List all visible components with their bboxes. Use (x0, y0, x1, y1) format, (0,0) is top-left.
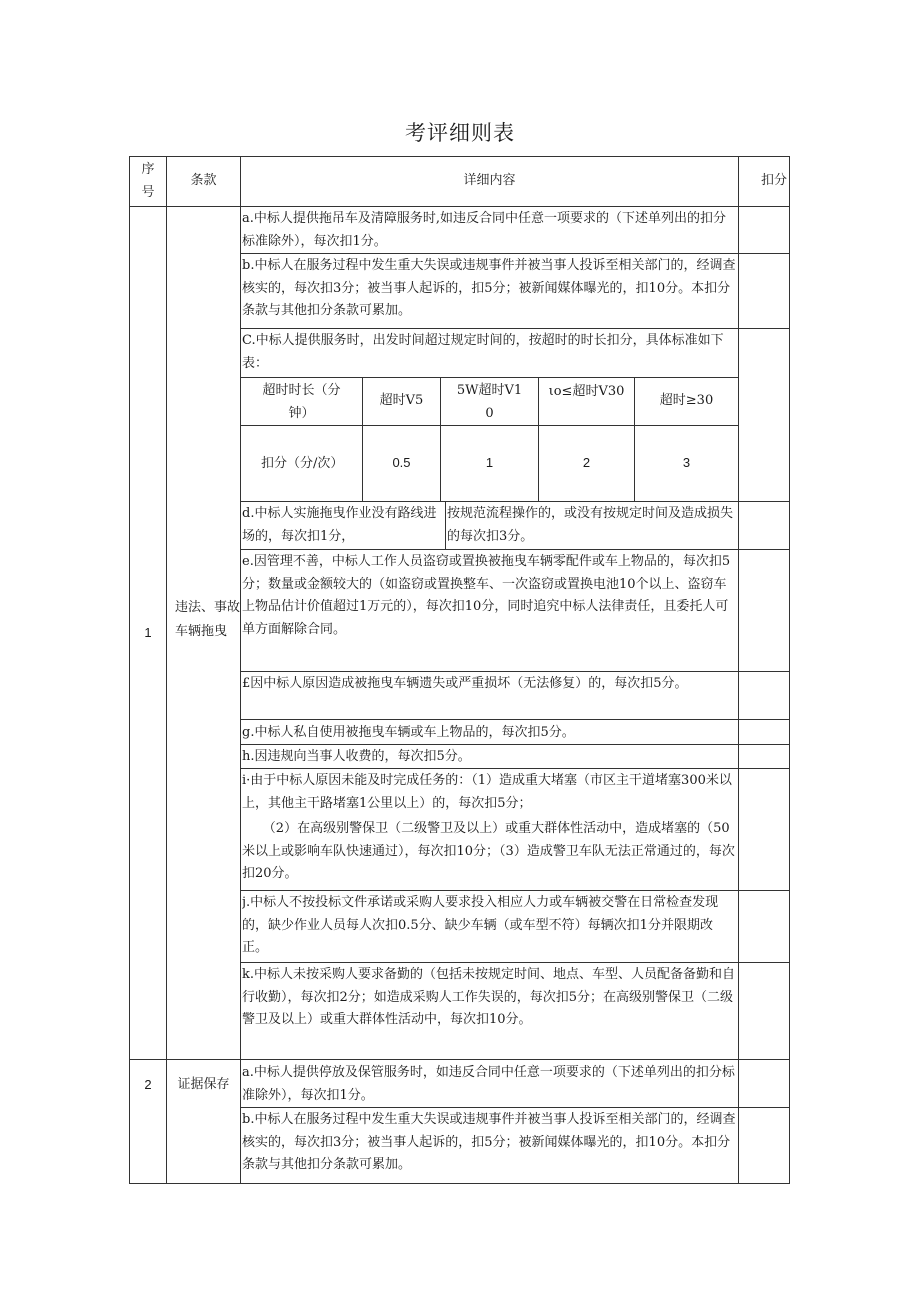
item-1c: C.中标人提供服务时，出发时间超过规定时间的，按超时的时长扣分，具体标准如下表： (242, 333, 724, 371)
header-clause: 条款 (190, 173, 217, 189)
timeout-points-2: 1 (485, 455, 494, 471)
item-1k: k.中标人未按采购人要求备勤的（包括未按规定时间、地点、车型、人员配备备勤和自行收勤），每次扣2分；如造成采购人工作失误的，每次扣5分；在高级别警保卫（二级警卫及以上）或重大群体性活动中，每次扣10分。 (242, 967, 736, 1027)
item-1f: £因中标人原因造成被拖曳车辆遗失或严重损坏（无法修复）的，每次扣5分。 (242, 676, 688, 691)
header-detail: 详细内容 (463, 173, 516, 189)
item-2b: b.中标人在服务过程中发生重大失误或违规事件并被当事人投诉至相关部门的，经调查核实的，每次扣3分；被当事人起诉的，扣5分；被新闻媒体曝光的，扣10分。本扣分条款与其他扣分条款可累加。 (242, 1112, 736, 1172)
timeout-row2-label: 扣分（分/次） (261, 455, 344, 471)
section-1-clause: 违法、事故车辆拖曳 (175, 600, 240, 639)
timeout-range-3: ιo≤超时V30 (548, 383, 625, 399)
item-1a: a.中标人提供拖吊车及清障服务时,如违反合同中任意一项要求的（下述单列出的扣分标准除外），每次扣1分。 (242, 211, 727, 249)
timeout-points-3: 2 (582, 455, 591, 471)
timeout-range-2: 5W超时V10 (456, 382, 523, 421)
item-1i-part1: i·由于中标人原因未能及时完成任务的：（1）造成重大堵塞（市区主干道堵塞300米以上，其他主干路堵塞1公里以上）的，每次扣5分； (242, 773, 732, 811)
item-1d-right: 按规范流程操作的，或没有按规定时间及造成损失的每次扣3分。 (447, 506, 734, 544)
header-seq: 序号 (141, 162, 155, 200)
timeout-range-4: 超时≥30 (659, 393, 714, 409)
timeout-row1-label: 超时时长（分钟） (262, 382, 341, 421)
timeout-range-1: 超时V5 (379, 393, 424, 409)
timeout-points-4: 3 (682, 455, 691, 471)
section-2-clause: 证据保存 (177, 1077, 230, 1092)
item-1d-left: d.中标人实施拖曳作业没有路线进场的，每次扣1分， (242, 506, 437, 544)
item-1j: j.中标人不按投标文件承诺或采购人要求投入相应人力或车辆被交警在日常检查发现的，缺少作业人员每人次扣0.5分、缺少车辆（或车型不符）每辆次扣1分并限期改正。 (242, 895, 719, 955)
section-1-seq: 1 (144, 624, 152, 640)
page-title: 考评细则表 (405, 121, 515, 145)
item-1h: h.因违规向当事人收费的，每次扣5分。 (242, 749, 471, 764)
timeout-points-1: 0.5 (392, 455, 411, 471)
evaluation-table (129, 156, 790, 1184)
item-1g: g.中标人私自使用被拖曳车辆或车上物品的，每次扣5分。 (242, 725, 575, 740)
item-2a: a.中标人提供停放及保管服务时，如违反合同中任意一项要求的（下述单列出的扣分标准除外），每次扣1分。 (242, 1065, 735, 1103)
item-1b: b.中标人在服务过程中发生重大失误或违规事件并被当事人投诉至相关部门的，经调查核实的，每次扣3分；被当事人起诉的，扣5分；被新闻媒体曝光的，扣10分。本扣分条款与其他扣分条款可累加。 (242, 258, 736, 318)
item-1i-part2: （2）在高级别警保卫（二级警卫及以上）或重大群体性活动中，造成堵塞的（50米以上或影响车队快速通过），每次扣10分；（3）造成警卫车队无法正常通过的，每次扣20分。 (242, 821, 735, 881)
item-1e: e.因管理不善，中标人工作人员盗窃或置换被拖曳车辆零配件或车上物品的，每次扣5分；数量或金额较大的（如盗窃或置换整车、一次盗窃或置换电池10个以上、盗窃车上物品估计价值超过1万元的），每次扣10分，同时追究中标人法律责任，且委托人可单方面解除合同。 (242, 554, 731, 637)
section-2-seq: 2 (144, 1077, 152, 1092)
header-deduct: 扣分 (760, 173, 787, 189)
